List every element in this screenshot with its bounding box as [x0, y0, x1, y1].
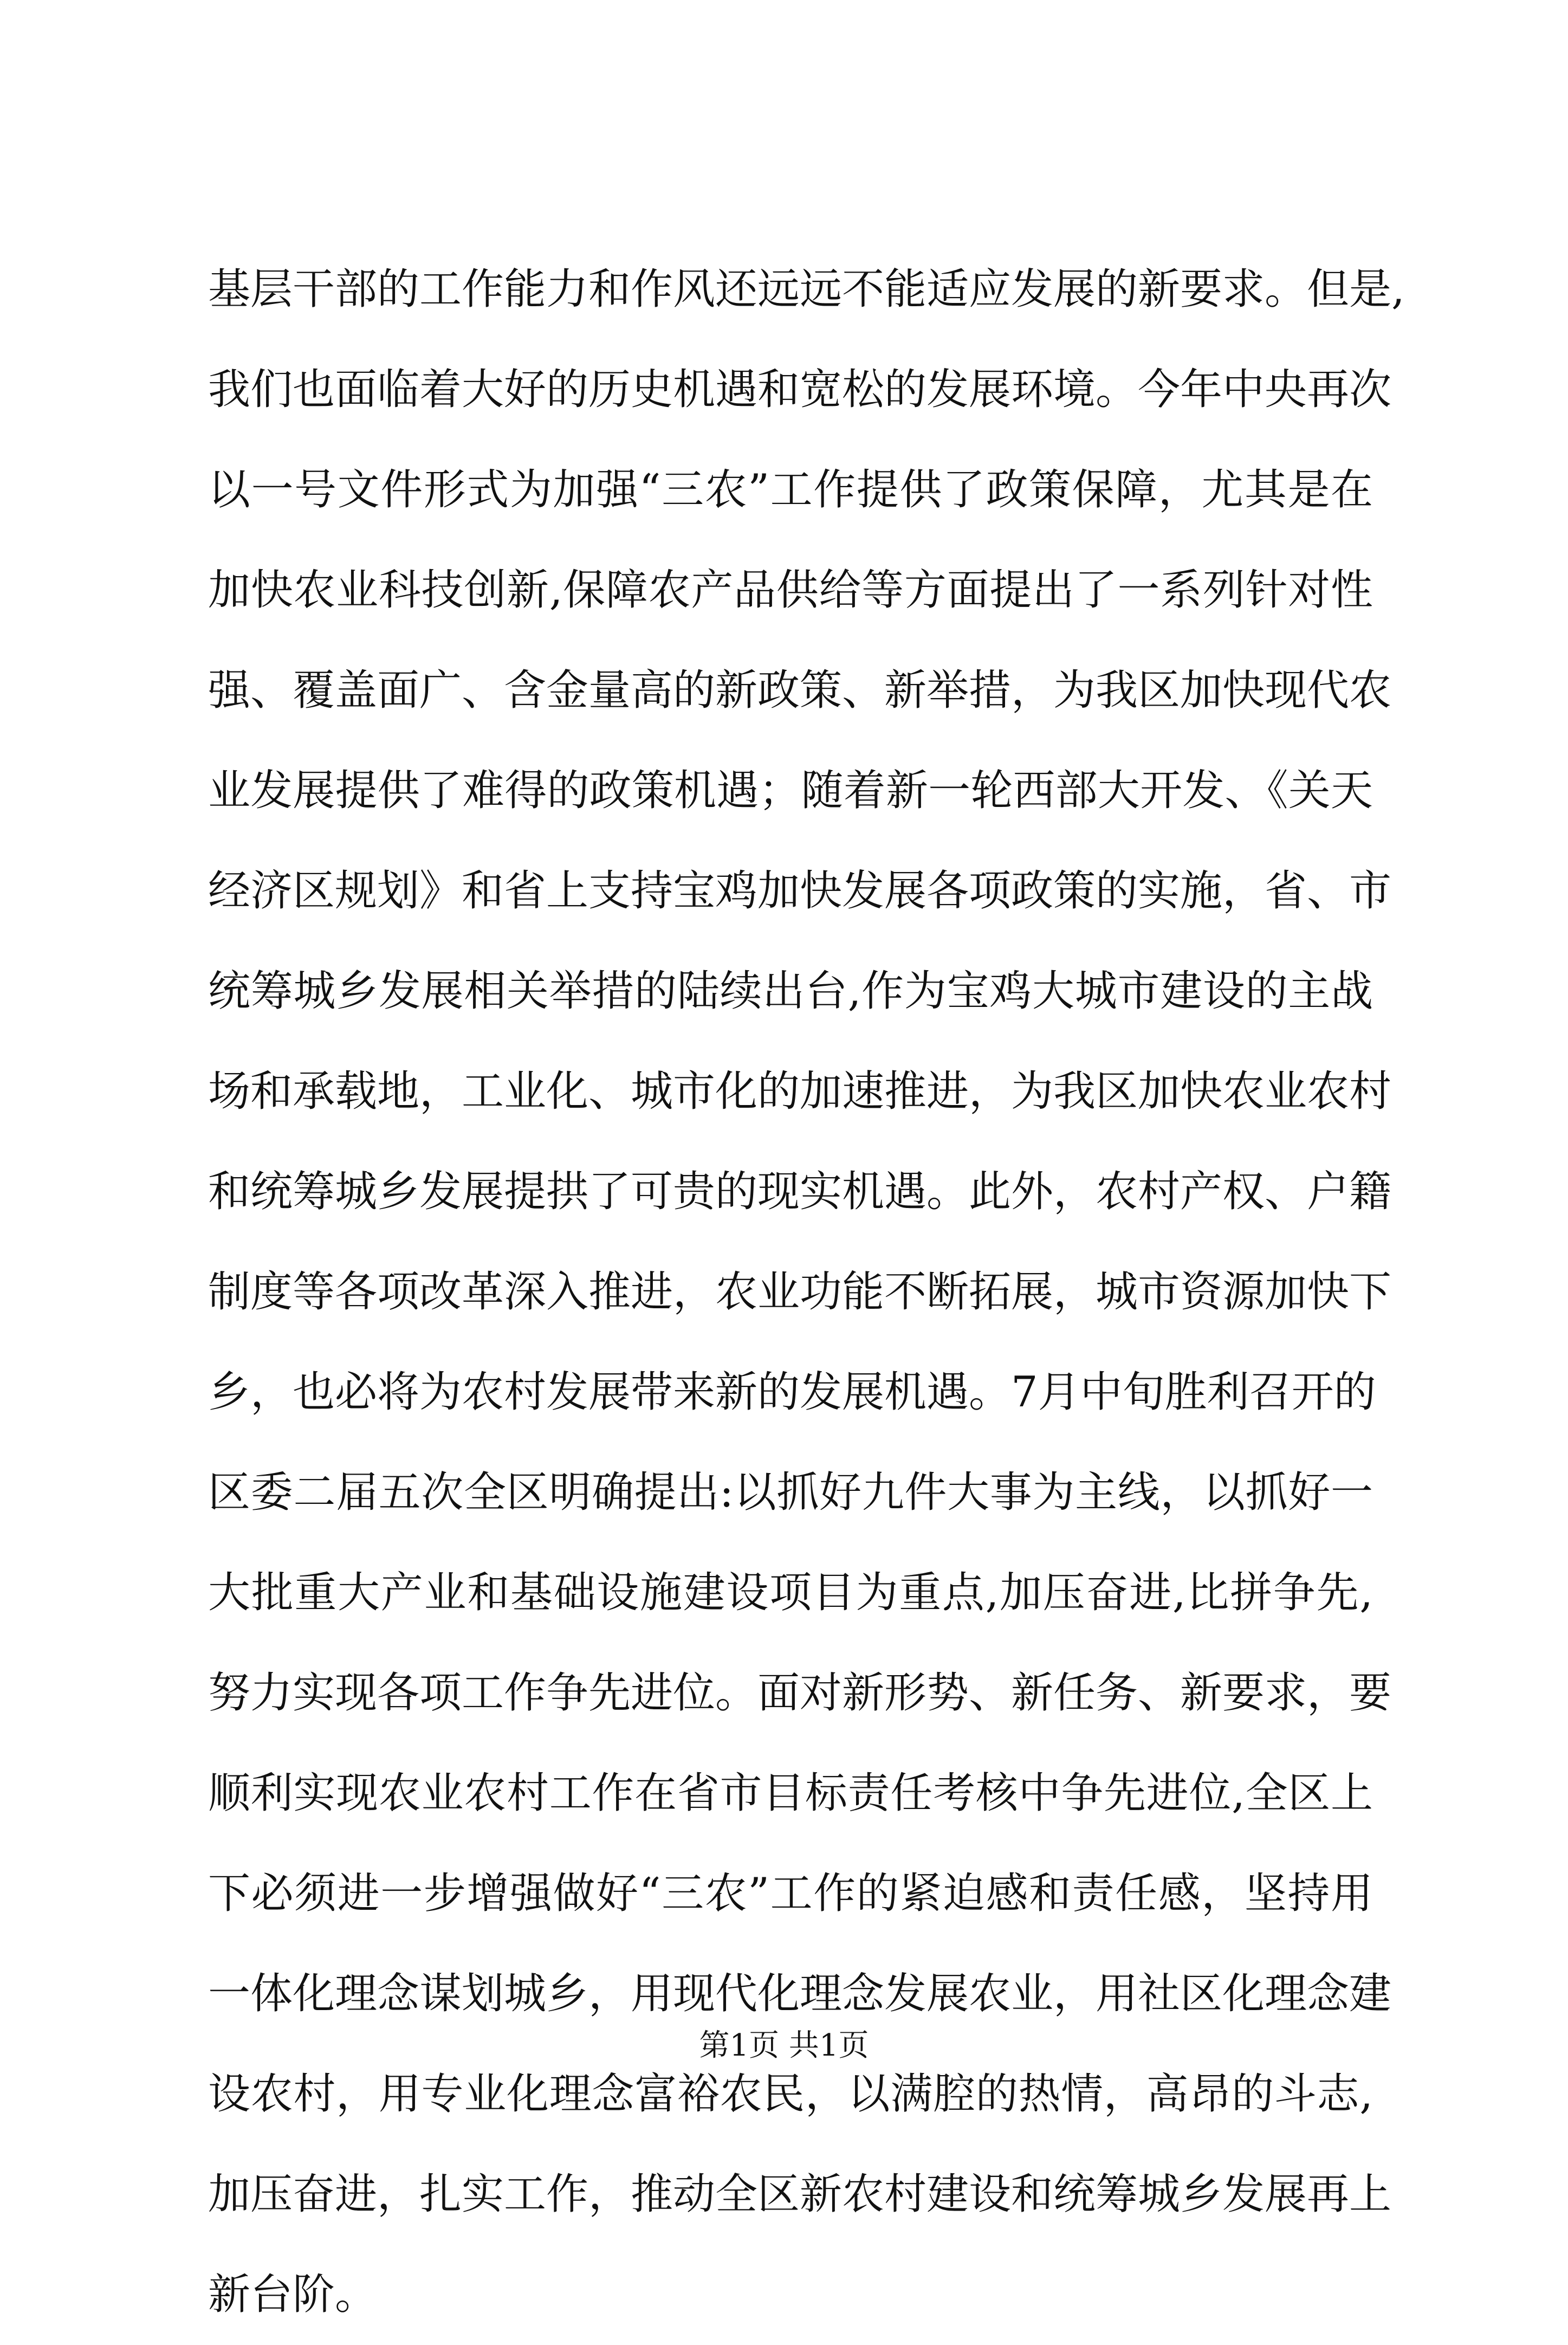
text-line: 场和承载地，工业化、城市化的加速推进，为我区加快农业农村 — [208, 1067, 1392, 1116]
text-line: 我们也面临着大好的历史机遇和宽松的发展环境。今年中央再次 — [208, 365, 1392, 414]
text-line: 强、覆盖面广、含金量高的新政策、新举措，为我区加快现代农 — [208, 666, 1392, 715]
text-line: 一体化理念谋划城乡，用现代化理念发展农业，用社区化理念建 — [208, 1969, 1392, 2018]
text-line: 设农村，用专业化理念富裕农民，以满腔的热情，高昂的斗志, — [208, 2070, 1373, 2118]
text-line: 顺利实现农业农村工作在省市目标责任考核中争先进位,全区上 — [208, 1769, 1373, 1818]
text-line: 大批重大产业和基础设施建设项目为重点,加压奋进,比拼争先, — [208, 1568, 1373, 1617]
page-footer — [0, 2024, 1568, 2068]
text-line: 基层干部的工作能力和作风还远远不能适应发展的新要求。但是, — [208, 265, 1405, 314]
text-line: 经济区规划》和省上支持宝鸡加快发展各项政策的实施，省、市 — [208, 867, 1392, 915]
text-line: 制度等各项改革深入推进，农业功能不断拓展，城市资源加快下 — [208, 1268, 1392, 1316]
text-line: 加压奋进，扎实工作，推动全区新农村建设和统筹城乡发展再上 — [208, 2170, 1392, 2219]
text-line: 和统筹城乡发展提拱了可贵的现实机遇。此外，农村产权、户籍 — [208, 1167, 1392, 1216]
text-line: 乡，也必将为农村发展带来新的发展机遇。7月中旬胜利召开的 — [208, 1368, 1376, 1417]
page-indicator: 第1页 共1页 — [699, 2028, 869, 2063]
text-line: 加快农业科技创新,保障农产品供给等方面提出了一系列针对性 — [208, 566, 1373, 615]
text-line-last: 新台阶。 — [208, 2270, 378, 2319]
text-line: 努力实现各项工作争先进位。面对新形势、新任务、新要求，要 — [208, 1669, 1392, 1717]
text-line: 业发展提供了难得的政策机遇；随着新一轮西部大开发、《关天 — [208, 766, 1373, 815]
text-line: 以一号文件形式为加强“三农”工作提供了政策保障，尤其是在 — [208, 466, 1373, 514]
text-line: 统筹城乡发展相关举措的陆续出台,作为宝鸡大城市建设的主战 — [208, 967, 1373, 1016]
text-line: 下必须进一步增强做好“三农”工作的紧迫感和责任感，坚持用 — [208, 1869, 1373, 1918]
text-line: 区委二届五次全区明确提出:以抓好九件大事为主线，以抓好一 — [208, 1468, 1373, 1517]
